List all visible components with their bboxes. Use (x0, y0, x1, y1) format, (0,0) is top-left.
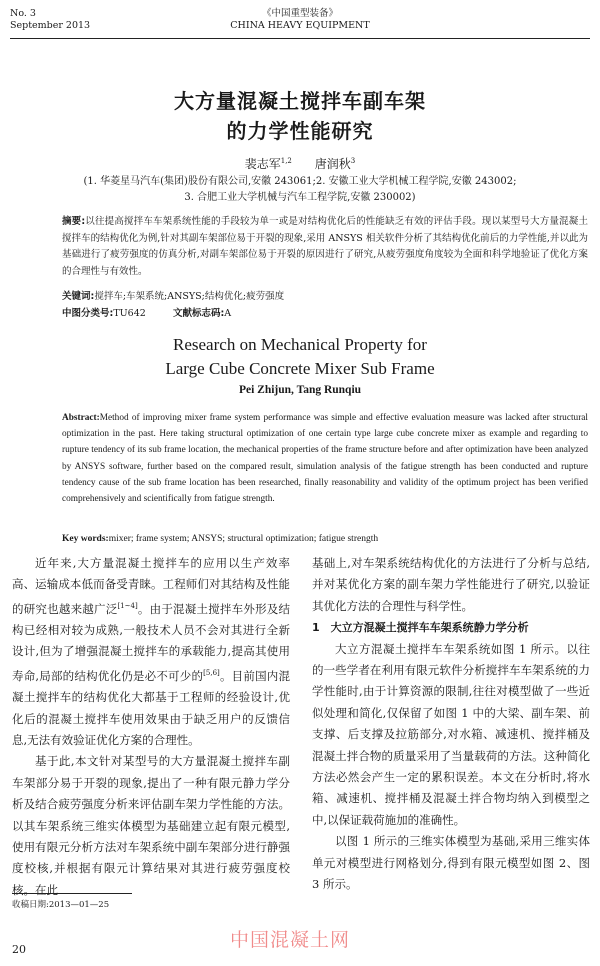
keywords-cn-text: 搅拌车;车架系统;ANSYS;结构优化;疲劳强度 (94, 291, 285, 302)
section-heading-1: 1 大立方混凝土搅拌车车架系统静力学分析 (312, 621, 529, 635)
body-column-right (312, 553, 590, 896)
section1-paragraph-1: 大立方混凝土搅拌车车架系统如图 1 所示。以往的一些学者在利用有限元软件分析搅拌车车架系统的力学性能时,由于计算资源的限制,往往对模型做了一些近似处理和简化,仅保留了如图 1 中的大梁、副车架、前支撑、后支撑及拉筋部分,对水箱、减速机、搅拌桶及混凝土拌合物的质量采用了当量载荷的方法。这种简化方法必然会产生一定的累积误差。本文在分析时,将水箱、减速机、搅拌桶及混凝土拌合物均纳入到模型之中,以保证载荷施加的准确性。 (312, 641, 590, 827)
keywords-cn-label: 关键词: (62, 291, 95, 302)
paper-title-en (0, 333, 600, 381)
affiliation-line2: 3. 合肥工业大学机械与汽车工程学院,安徽 230002) (184, 192, 416, 203)
body-column-left (12, 553, 290, 901)
keywords-en-text: mixer; frame system; ANSYS; structural optimization; fatigue strength (108, 534, 379, 544)
intro-p1-part-a: 近年来,大方量混凝土搅拌车的应用以生产效率高、运输成本低而备受青睐。工程师们对其结构及性能的研究也越来越广泛 (12, 556, 290, 616)
title-en-line2: Large Cube Concrete Mixer Sub Frame (165, 359, 435, 378)
clc-value: TU642 (113, 308, 146, 319)
clc-label: 中图分类号: (62, 308, 114, 319)
author2-name: 唐润秋 (314, 157, 351, 171)
journal-info (10, 8, 590, 32)
citation-1-4: [1~4] (117, 601, 138, 610)
abstract-cn (62, 214, 588, 280)
intro-paragraph-2: 基于此,本文针对某型号的大方量混凝土搅拌车副车架部分易于开裂的现象,提出了一种有限元静力学分析及结合疲劳强度分析来评估副车架力学性能的方法。以其车架系统三维实体模型为基础建立起有限元模型,使用有限元分析方法对车架系统中副车架部分进行静强度校核,并根据有限元计算结果对其进行疲劳强度校核。在此 (12, 754, 290, 897)
author1-name: 裴志军 (244, 157, 281, 171)
journal-title-cn: 《中国重型装备》 (261, 8, 338, 19)
title-cn-line2: 的力学性能研究 (226, 119, 374, 143)
page-number: 20 (12, 943, 26, 956)
doc-code-value: A (224, 308, 232, 319)
intro-paragraph-3: 基础上,对车架系统结构优化的方法进行了分析与总结,并对某优化方案的副车架力学性能进行了研究,以验证其优化方法的合理性与科学性。 (312, 556, 590, 613)
author1-affil: 1,2 (280, 157, 292, 165)
intro-p1-part-b: 。由于混凝土搅拌车外形及结构已经相对较为成熟,一般技术人员不会对其进行全新设计,但为了增强混凝土搅拌车的承载能力,提高其使用寿命,局部的结构优化仍是必不可少的 (12, 601, 291, 683)
citation-5-6: [5,6] (203, 668, 220, 677)
author2-affil: 3 (350, 157, 356, 165)
intro-paragraph-1 (12, 553, 290, 751)
issue-date: September 2013 (10, 20, 91, 31)
received-date: 收稿日期:2013—01—25 (12, 900, 110, 910)
abstract-en (62, 410, 588, 507)
affiliation-line1: (1. 华菱星马汽车(集团)股份有限公司,安徽 243061;2. 安徽工业大学机械工程学院,安徽 243002; (83, 176, 517, 187)
abstract-en-label: Abstract: (62, 413, 100, 423)
keywords-en-label: Key words: (62, 534, 109, 544)
abstract-en-text: Method of improving mixer frame system performance was simple and effective evaluation measure was lacked after structural optimization in the past. Here taking structural optimization of one certain type large cube concrete mixer as example and regarding to rupture tendency of its sub frame location, the mechanical properties of the frame structure before and after optimization have been analyzed by ANSYS software, further based on the compared result, simulation analysis of the fatigue strength has been conducted and rupture tendency cause of the sub frame location has been researched, finally reasonability and validity of the optimum project has been verified comprehensively and scientifically from fatigue strength. (62, 413, 588, 505)
issue-number: No. 3 (10, 8, 36, 19)
authors-en: Pei Zhijun, Tang Runqiu (238, 384, 362, 396)
footnote-rule (12, 893, 132, 894)
classification (62, 305, 588, 319)
section1-paragraph-2: 以图 1 所示的三维实体模型为基础,采用三维实体单元对模型进行网格划分,得到有限元模型如图 2、图 3 所示。 (312, 834, 590, 892)
abstract-cn-text: 以往提高搅拌车车架系统性能的手段较为单一或是对结构优化后的性能缺乏有效的评估手段。现以某型号大方量混凝土搅拌车的结构优化为例,针对其副车架部位易于开裂的现象,采用 ANSYS 相关软件分析了其结构优化前后的力学性能,并以此为基础进行了疲劳强度的仿真分析,对副车架部位易于开裂的原因进行了研究,从疲劳强度角度较为全面和科学地验证了优化方案的合理性与有效性。 (62, 216, 588, 277)
paper-title-cn (0, 86, 600, 146)
authors-cn (0, 155, 600, 172)
header-rule (10, 38, 590, 39)
keywords-en (62, 534, 588, 544)
journal-title-en: CHINA HEAVY EQUIPMENT (230, 20, 370, 31)
title-en-line1: Research on Mechanical Property for (173, 335, 427, 354)
watermark: 中国混凝土网 (230, 929, 351, 951)
intro-p1-part-c: 。目前国内混凝土搅拌车的结构优化大都基于工程师的经验设计,优化后的混凝土搅拌车使用效果由于缺乏用户的反馈信息,无法有效验证优化方案的合理性。 (12, 668, 290, 747)
keywords-cn (62, 288, 588, 302)
doc-code-label: 文献标志码: (172, 308, 225, 319)
title-cn-line1: 大方量混凝土搅拌车副车架 (174, 89, 426, 113)
running-header (10, 8, 590, 38)
abstract-cn-label: 摘要: (62, 216, 86, 227)
